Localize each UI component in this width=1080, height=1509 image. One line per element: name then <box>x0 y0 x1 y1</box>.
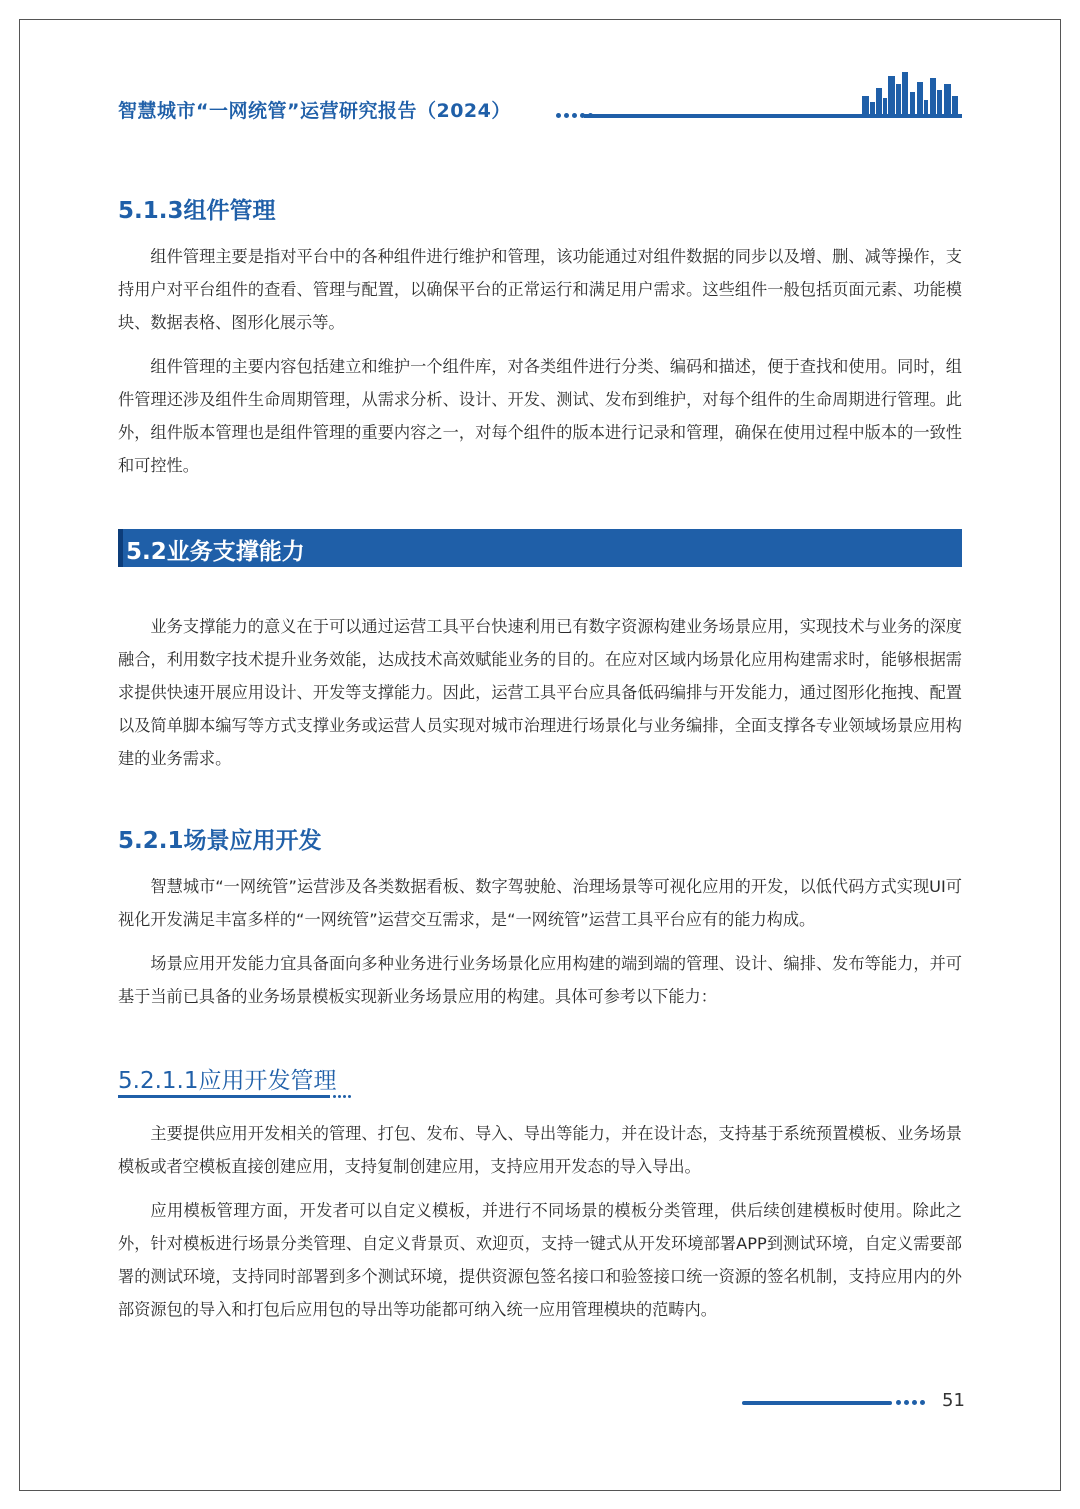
section-heading-bar-5-2 <box>118 529 962 567</box>
section-heading-5-2: 5.2业务支撑能力 <box>126 539 305 565</box>
paragraph: 业务支撑能力的意义在于可以通过运营工具平台快速利用已有数字资源构建业务场景应用，实现技术与业务的深度融合，利用数字技术提升业务效能，达成技术高效赋能业务的目的。在应对区域内场景化应用构建需求时，能够根据需求提供快速开展应用设计、开发等支撑能力。因此，运营工具平台应具备低码编排与开发能力，通过图形化拖拽、配置以及简单脚本编写等方式支撑业务或运营人员实现对城市治理进行场景化与业务编排，全面支撑各专业领域场景应用构建的业务需求。 <box>118 617 962 768</box>
footer-rule <box>742 1401 892 1405</box>
paragraph: 组件管理的主要内容包括建立和维护一个组件库，对各类组件进行分类、编码和描述，便于查找和使用。同时，组件管理还涉及组件生命周期管理，从需求分析、设计、开发、测试、发布到维护，对每个组件的生命周期进行管理。此外，组件版本管理也是组件管理的重要内容之一，对每个组件的版本进行记录和管理，确保在使用过程中版本的一致性和可控性。 <box>118 357 962 475</box>
footer-dots <box>896 1400 925 1405</box>
heading-underline <box>118 1095 330 1098</box>
section-heading-5-2-1-1: 5.2.1.1应用开发管理 <box>118 1068 337 1094</box>
paragraph: 组件管理主要是指对平台中的各种组件进行维护和管理，该功能通过对组件数据的同步以及增、删、减等操作，支持用户对平台组件的查看、管理与配置，以确保平台的正常运行和满足用户需求。这些组件一般包括页面元素、功能模块、数据表格、图形化展示等。 <box>118 247 962 332</box>
heading-underline-dots <box>333 1095 351 1098</box>
paragraph: 智慧城市“一网统管”运营涉及各类数据看板、数字驾驶舱、治理场景等可视化应用的开发，以低代码方式实现UI可视化开发满足丰富多样的“一网统管”运营交互需求，是“一网统管”运营工具平台应有的能力构成。 <box>118 877 962 929</box>
city-skyline-icon <box>860 70 960 116</box>
section-heading-5-1-3: 5.1.3组件管理 <box>118 198 276 224</box>
paragraph: 应用模板管理方面，开发者可以自定义模板，并进行不同场景的模板分类管理，供后续创建模板时使用。除此之外，针对模板进行场景分类管理、自定义背景页、欢迎页，支持一键式从开发环境部署APP到测试环境，自定义需要部署的测试环境，支持同时部署到多个测试环境，提供资源包签名接口和验签接口统一资源的签名机制，支持应用内的外部资源包的导入和打包后应用包的导出等功能都可纳入统一应用管理模块的范畴内。 <box>118 1201 962 1319</box>
page-number: 51 <box>942 1390 965 1411</box>
section-heading-5-2-1: 5.2.1场景应用开发 <box>118 828 322 854</box>
running-header-title: 智慧城市“一网统管”运营研究报告（2024） <box>118 100 511 122</box>
paragraph: 场景应用开发能力宜具备面向多种业务进行业务场景化应用构建的端到端的管理、设计、编排、发布等能力，并可基于当前已具备的业务场景模板实现新业务场景应用的构建。具体可参考以下能力： <box>118 954 962 1006</box>
paragraph: 主要提供应用开发相关的管理、打包、发布、导入、导出等能力，并在设计态，支持基于系统预置模板、业务场景模板或者空模板直接创建应用，支持复制创建应用，支持应用开发态的导入导出。 <box>118 1124 962 1176</box>
